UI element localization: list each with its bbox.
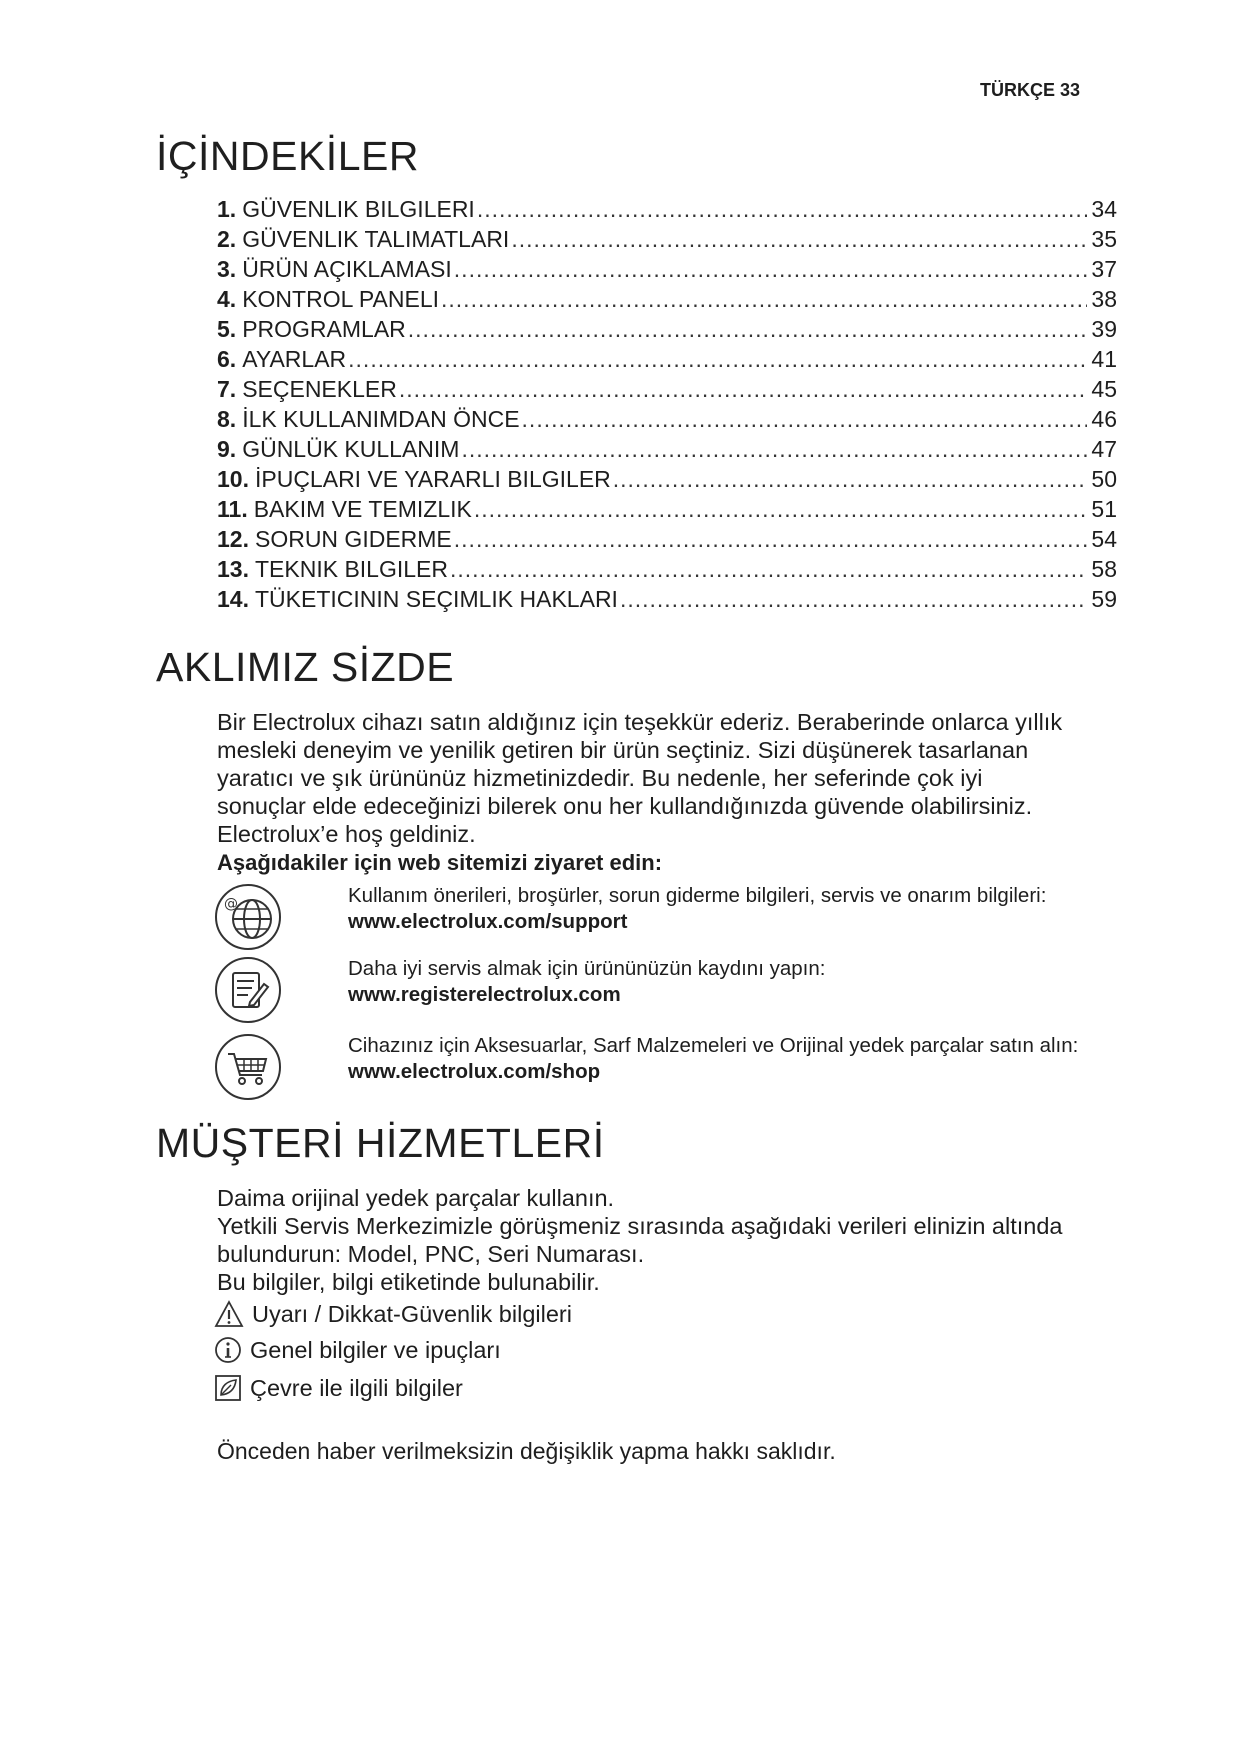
toc-item[interactable]: [217, 196, 1117, 226]
toc-item-page: 38: [1091, 286, 1117, 312]
toc-item-number: 9.: [217, 436, 237, 462]
toc-item[interactable]: [217, 286, 1117, 316]
toc-item-title: GÜVENLIK TALIMATLARI: [242, 226, 510, 252]
toc-leader-dots: [454, 526, 1088, 553]
toc-leader-dots: [613, 466, 1088, 493]
web-item-description: Kullanım önerileri, broşürler, sorun giderme bilgileri, servis ve onarım bilgileri:: [348, 884, 1047, 907]
toc-item-page: 50: [1091, 466, 1117, 492]
toc-item-page: 59: [1091, 586, 1117, 612]
legend-warning: [214, 1300, 572, 1328]
about-paragraph: [217, 708, 1137, 848]
toc-item-title: GÜNLÜK KULLANIM: [242, 436, 460, 462]
toc-leader-dots: [477, 196, 1088, 223]
toc-item[interactable]: [217, 256, 1117, 286]
web-item-description: Daha iyi servis almak için ürününüzün kaydını yapın:: [348, 957, 826, 980]
toc-item-number: 2.: [217, 226, 237, 252]
toc-leader-dots: [522, 406, 1088, 433]
page-header-label: TÜRKÇE 33: [980, 80, 1081, 100]
web-item-description: Cihazınız için Aksesuarlar, Sarf Malzemeleri ve Orijinal yedek parçalar satın alın:: [348, 1034, 1079, 1057]
toc-item[interactable]: [217, 226, 1117, 256]
paragraph-line: bulundurun: Model, PNC, Seri Numarası.: [217, 1241, 645, 1267]
toc-leader-dots: [454, 256, 1088, 283]
web-item-text: [348, 1033, 1128, 1085]
toc-item-title: KONTROL PANELI: [242, 286, 440, 312]
toc-item[interactable]: [217, 466, 1117, 496]
paragraph-line: sonuçlar elde edeceğinizi bilerek onu her kullandığınızda güvende olabilirsiniz.: [217, 793, 1033, 819]
legend-label: Genel bilgiler ve ipuçları: [250, 1336, 501, 1363]
web-item-shop: [214, 1033, 1134, 1113]
toc-leader-dots: [450, 556, 1087, 583]
toc-item-page: 37: [1091, 256, 1117, 282]
legend-label: Çevre ile ilgili bilgiler: [250, 1374, 463, 1401]
toc-item-title: TEKNIK BILGILER: [254, 556, 448, 582]
about-section-title: AKLIMIZ SİZDE: [156, 644, 455, 690]
toc-item-title: GÜVENLIK BILGILERI: [242, 196, 475, 222]
toc-leader-dots: [620, 586, 1087, 613]
toc-item-page: 34: [1091, 196, 1117, 222]
toc-leader-dots: [408, 316, 1088, 343]
paragraph-line: Yetkili Servis Merkezimizle görüşmeniz sırasında aşağıdaki verileri elinizin altında: [217, 1213, 1063, 1239]
toc-item[interactable]: [217, 436, 1117, 466]
register-form-icon: [214, 956, 282, 1024]
customer-service-title: MÜŞTERİ HİZMETLERİ: [156, 1120, 605, 1166]
toc-item-number: 6.: [217, 346, 237, 372]
register-link[interactable]: www.registerelectrolux.com: [348, 983, 621, 1006]
shopping-cart-icon: [214, 1033, 282, 1101]
web-item-support: [214, 883, 1134, 957]
toc-item-number: 14.: [217, 586, 249, 612]
support-link[interactable]: www.electrolux.com/support: [348, 910, 628, 933]
toc-item-title: SEÇENEKLER: [242, 376, 397, 402]
toc-item-title: TÜKETICININ SEÇIMLIK HAKLARI: [254, 586, 618, 612]
paragraph-line: Daima orijinal yedek parçalar kullanın.: [217, 1185, 615, 1211]
toc-item-number: 12.: [217, 526, 249, 552]
legend-label: Uyarı / Dikkat-Güvenlik bilgileri: [252, 1300, 572, 1327]
environment-leaf-icon: [214, 1374, 242, 1402]
paragraph-line: Bu bilgiler, bilgi etiketinde bulunabilir.: [217, 1269, 600, 1295]
footer-note: Önceden haber verilmeksizin değişiklik yapma hakkı saklıdır.: [217, 1438, 836, 1464]
toc-item-title: İLK KULLANIMDAN ÖNCE: [242, 406, 520, 432]
legend-info: [214, 1336, 501, 1364]
toc-item[interactable]: [217, 556, 1117, 586]
warning-triangle-icon: [214, 1300, 244, 1328]
toc-leader-dots: [441, 286, 1087, 313]
toc-leader-dots: [511, 226, 1087, 253]
globe-icon: [214, 883, 282, 951]
legend-environment: [214, 1374, 463, 1402]
toc-item-page: 46: [1091, 406, 1117, 432]
toc-leader-dots: [461, 436, 1087, 463]
toc-item-page: 47: [1091, 436, 1117, 462]
web-item-text: [348, 956, 1128, 1008]
toc-leader-dots: [399, 376, 1088, 403]
toc-item[interactable]: [217, 526, 1117, 556]
toc-leader-dots: [348, 346, 1087, 373]
toc-item-number: 7.: [217, 376, 237, 402]
web-item-register: [214, 956, 1134, 1030]
toc-title: İÇİNDEKİLER: [156, 133, 419, 179]
toc-item-title: AYARLAR: [242, 346, 347, 372]
toc-item-page: 45: [1091, 376, 1117, 402]
paragraph-line: yaratıcı ve şık ürününüz hizmetinizdedir. Bu nedenle, her seferinde çok iyi: [217, 765, 983, 791]
toc-item[interactable]: [217, 496, 1117, 526]
shop-link[interactable]: www.electrolux.com/shop: [348, 1060, 601, 1083]
toc-item-number: 11.: [217, 496, 248, 522]
toc-item-title: ÜRÜN AÇIKLAMASI: [242, 256, 452, 282]
toc-item-page: 39: [1091, 316, 1117, 342]
web-item-text: [348, 883, 1128, 935]
toc-item[interactable]: [217, 316, 1117, 346]
toc-item-number: 3.: [217, 256, 237, 282]
toc-leader-dots: [474, 496, 1088, 523]
toc-item-number: 13.: [217, 556, 249, 582]
paragraph-line: mesleki deneyim ve yenilik getiren bir ürün seçtiniz. Sizi düşünerek tasarlanan: [217, 737, 1029, 763]
toc-item-number: 8.: [217, 406, 237, 432]
toc-item-title: SORUN GIDERME: [254, 526, 452, 552]
toc-item-title: BAKIM VE TEMIZLIK: [253, 496, 472, 522]
toc-item[interactable]: [217, 406, 1117, 436]
info-circle-icon: [214, 1336, 242, 1364]
toc-item-page: 35: [1091, 226, 1117, 252]
toc-item-page: 51: [1091, 496, 1117, 522]
toc-item-page: 58: [1091, 556, 1117, 582]
toc-item-title: PROGRAMLAR: [242, 316, 406, 342]
toc-item-page: 41: [1091, 346, 1117, 372]
toc-item[interactable]: [217, 376, 1117, 406]
svg-text:@: @: [224, 896, 238, 912]
toc-item[interactable]: [217, 346, 1117, 376]
toc-item-number: 4.: [217, 286, 237, 312]
toc-item-number: 5.: [217, 316, 237, 342]
toc-item-title: İPUÇLARI VE YARARLI BILGILER: [254, 466, 611, 492]
table-of-contents: [217, 196, 1117, 616]
paragraph-line: Bir Electrolux cihazı satın aldığınız için teşekkür ederiz. Beraberinde onlarca yıllık: [217, 709, 1063, 735]
toc-item-number: 1.: [217, 196, 237, 222]
visit-website-heading: Aşağıdakiler için web sitemizi ziyaret edin:: [217, 850, 663, 875]
customer-service-paragraph: [217, 1184, 1137, 1296]
toc-item-page: 54: [1091, 526, 1117, 552]
toc-item-number: 10.: [217, 466, 249, 492]
toc-item[interactable]: [217, 586, 1117, 616]
paragraph-line: Electrolux’e hoş geldiniz.: [217, 821, 476, 847]
